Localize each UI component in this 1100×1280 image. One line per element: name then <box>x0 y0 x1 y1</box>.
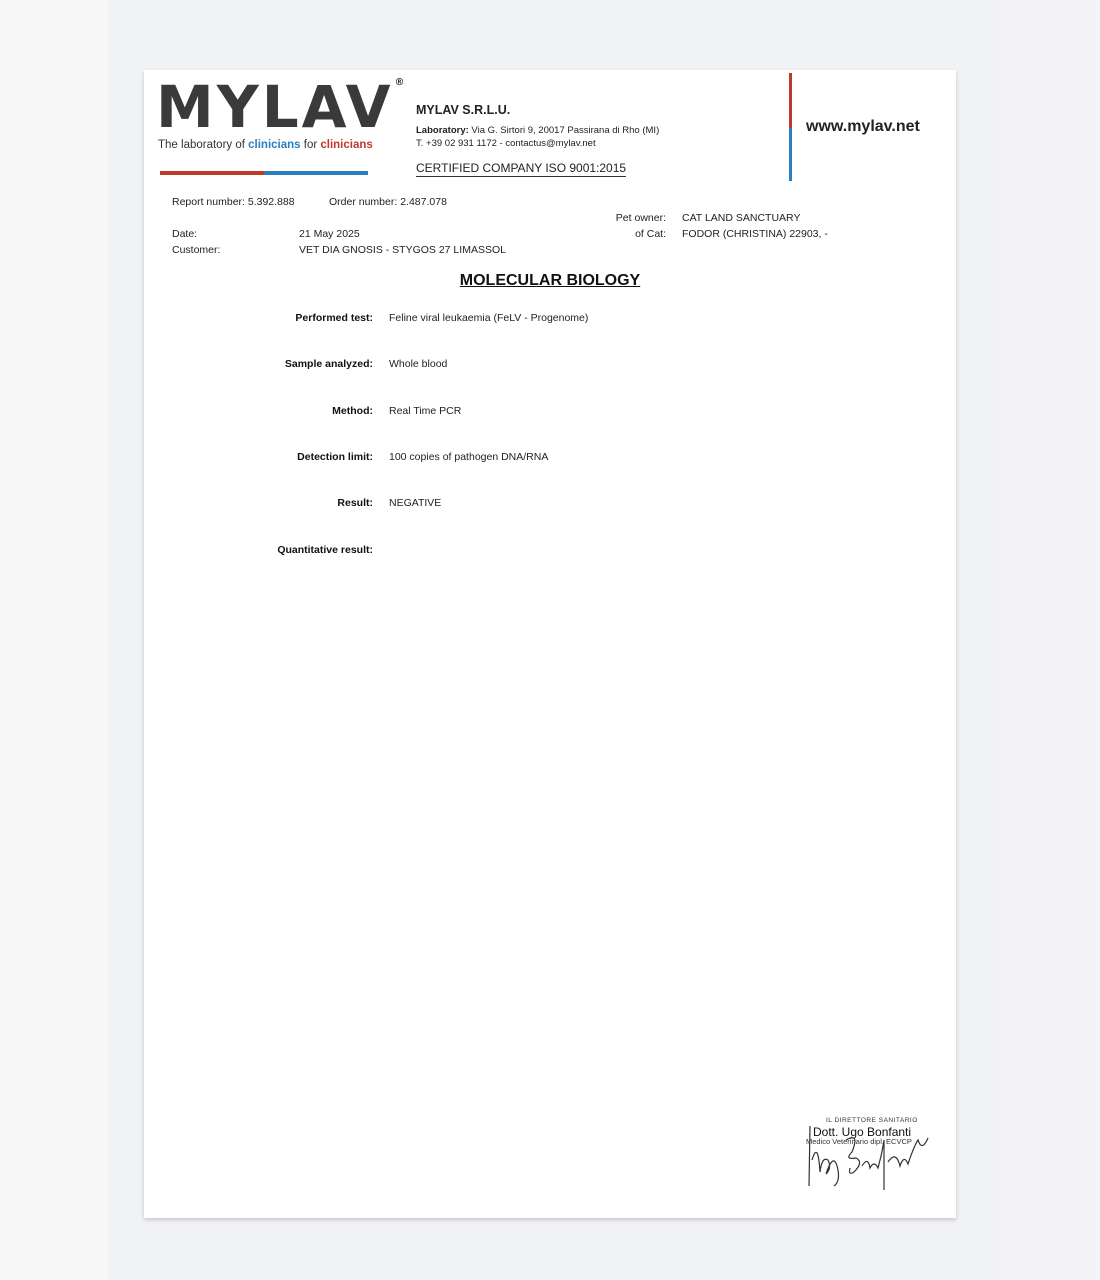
lab-label: Laboratory: <box>416 125 469 136</box>
date-value: 21 May 2025 <box>299 228 360 240</box>
field-value-detection-limit: 100 copies of pathogen DNA/RNA <box>389 451 549 463</box>
of-cat-label: of Cat: <box>635 228 666 240</box>
field-label-sample: Sample analyzed: <box>284 358 373 370</box>
field-value-performed-test: Feline viral leukaemia (FeLV - Progenome) <box>389 312 589 324</box>
tagline-word-2: clinicians <box>320 139 373 151</box>
order-number: Order number: 2.487.078 <box>329 196 447 208</box>
tagline-prefix: The laboratory of <box>158 139 249 151</box>
logo-tagline <box>158 139 373 151</box>
divider-blue <box>789 128 792 181</box>
report-number: Report number: 5.392.888 <box>172 196 295 208</box>
date-label: Date: <box>172 228 198 240</box>
stamp-name: Dott. Ugo Bonfanti <box>813 1125 912 1139</box>
stamp-title: IL DIRETTORE SANITARIO <box>826 1117 918 1124</box>
contact-line: T. +39 02 931 1172 - contactus@mylav.net <box>416 138 596 149</box>
viewer-margin-right <box>1000 0 1100 1280</box>
divider-red <box>789 73 792 128</box>
of-cat-value: FODOR (CHRISTINA) 22903, - <box>682 228 828 240</box>
lab-address <box>416 125 659 136</box>
pet-owner-value: CAT LAND SANCTUARY <box>682 212 801 224</box>
mylav-logo <box>156 73 408 141</box>
field-label-quantitative-result: Quantitative result: <box>277 544 373 556</box>
document-page <box>144 70 956 1218</box>
company-name: MYLAV S.R.L.U. <box>416 103 511 117</box>
field-label-method: Method: <box>332 405 373 417</box>
handwritten-signature <box>804 1110 934 1200</box>
logo-bar-red <box>160 171 264 175</box>
field-value-sample: Whole blood <box>389 358 448 370</box>
viewer-margin-left <box>0 0 108 1280</box>
tagline-word-1: clinicians <box>248 139 301 151</box>
customer-value: VET DIA GNOSIS - STYGOS 27 LIMASSOL <box>299 244 506 256</box>
logo-text: MYLAV <box>156 73 394 141</box>
customer-label: Customer: <box>172 244 221 256</box>
stamp-role: Medico Veterinario dipl. ECVCP <box>806 1137 912 1146</box>
field-label-detection-limit: Detection limit: <box>297 451 373 463</box>
registered-mark: ® <box>394 77 408 88</box>
pet-owner-label: Pet owner: <box>615 212 666 224</box>
lab-address-text: Via G. Sirtori 9, 20017 Passirana di Rho (MI) <box>468 125 660 136</box>
tagline-mid: for <box>300 139 321 151</box>
logo-bar-blue <box>264 171 368 175</box>
website-link[interactable]: www.mylav.net <box>806 118 920 135</box>
section-title: MOLECULAR BIOLOGY <box>459 272 641 289</box>
field-value-result: NEGATIVE <box>389 497 442 509</box>
field-value-method: Real Time PCR <box>389 405 462 417</box>
field-label-result: Result: <box>337 497 373 509</box>
field-label-performed-test: Performed test: <box>295 312 373 324</box>
certification: CERTIFIED COMPANY ISO 9001:2015 <box>416 161 627 175</box>
